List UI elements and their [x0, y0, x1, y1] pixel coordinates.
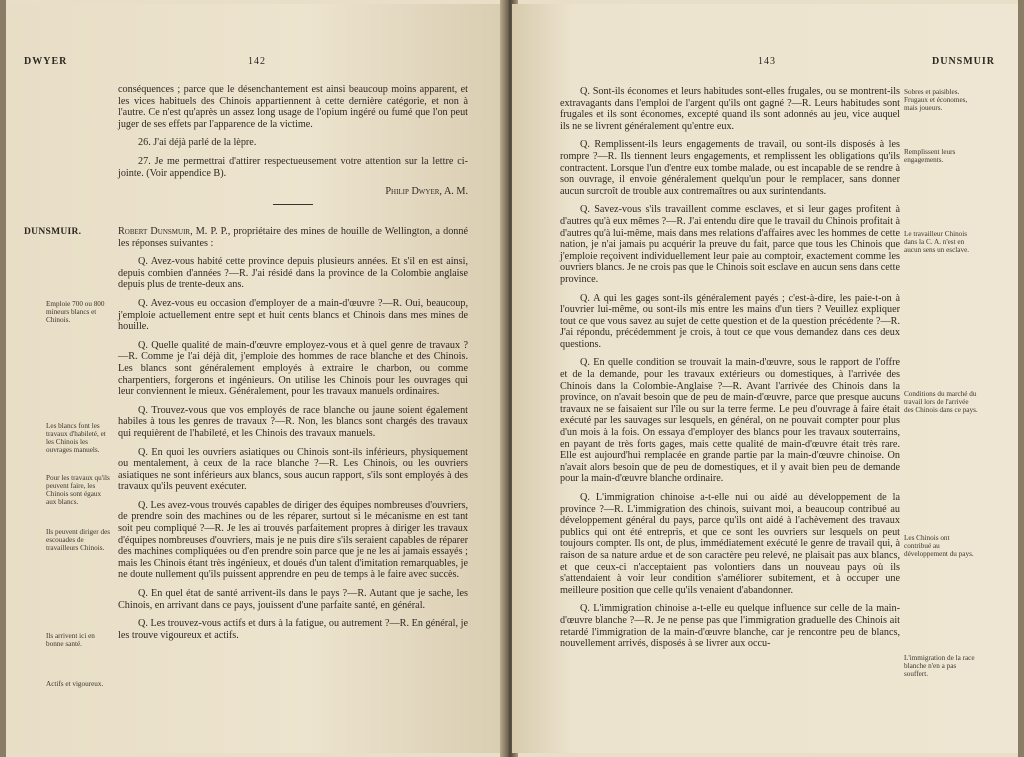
- left-main-block: [118, 226, 468, 648]
- paragraph: Q. Quelle qualité de main-d'œuvre employez-vous et à quel genre de travaux ?—R. Comme je l'ai déjà dit, j'emploie des hommes de race blanche et des Chinois. Les blancs sont généralement employés à extraire le charbon, ou comme charpentiers, forgerons et ingénieurs. On utilise les Chinois pour les ouvrages qui leur conviennent le mieux. Généralement, pour les travaux manuels ordinaires.: [118, 339, 468, 398]
- margin-note: Emploie 700 ou 800 mineurs blancs et Chinois.: [46, 300, 105, 324]
- separator-rule: [273, 204, 313, 205]
- right-main-block: [560, 86, 900, 657]
- margin-note: Ils peuvent diriger des escouades de travailleurs Chinois.: [46, 528, 111, 552]
- paragraph: Q. Remplissent-ils leurs engagements de travail, ou sont-ils disposés à les rompre ?—R. Ils tiennent leurs engagements, et remplissent les obligations qu'ils contractent. Lorsque l'un d'entre eux tombe malade, ou est incapable de se rendre à son ouvrage, il envoie généralement quelqu'un pour le remplacer, sans donner aucun surcroît de trouble aux contremaîtres ou aux surintendants.: [560, 139, 900, 197]
- left-top-block: [118, 84, 468, 215]
- paragraph: Q. Les avez-vous trouvés capables de diriger des équipes nombreuses d'ouvriers, de prendre soin des machines ou de les réparer, surtout si le mécanisme en est tant soit peu compliqué ?—R. Je les ai trouvés parfaitement propres à diriger les travaux d'équipes nombreuses d'ouvriers, mais je ne puis dire s'ils seraient capables de réparer des machines compliquées ou d'en prendre soin parce que je ne les ai jamais essayés ; mais les Chinois étant très ingénieux, et doués d'un talent d'imitation remarquables, je ne doute nullement qu'ils puissent apprendre en peu de temps à le faire avec succès.: [118, 499, 468, 581]
- paragraph: Q. Savez-vous s'ils travaillent comme esclaves, et si leur gages profitent à d'autres qu'à eux mêmes ?—R. J'ai entendu dire que le travail du Chinois profitait à d'autres qu'à lui-même, mais dans mes relations d'affaires avec les hommes de cette nation, je n'ai jamais pu acquérir la preuve du fait, parce que tous les Chinois que j'emploie reçoivent individuellement leur paie au comptoir, exactement comme les ouvriers blancs. Je ne crois pas que le Chinois soit esclave en aucun sens dans cette province.: [560, 204, 900, 285]
- paragraph: Q. L'immigration chinoise a-t-elle nui ou aidé au développement de la province ?—R. L'immigration des chinois, suivant moi, a beaucoup contribué au développement général du pays, parce qu'ils ont aidé à l'achèvement des travaux publics qui ont été entrepris, et que ce sont les ouvriers sur lesquels on peut toujours compter. Ils ont, de plus, immédiatement exécuté le genre de travail qui, à raison de sa nature ardue et de son caractère peu relevé, ne plaisait pas aux blancs, et que ceux-ci n'acceptaient pas volontiers dans un nouveau pays où ils s'attendaient à voir leur condition s'améliorer subitement, et à occuper une meilleure position que celle qu'ils venaient d'abandonner.: [560, 492, 900, 596]
- paragraph: Q. A qui les gages sont-ils généralement payés ; c'est-à-dire, les paie-t-on à l'ouvrier lui-même, ou sont-ils mis entre les mains d'un tiers ? Veuillez expliquer tout ce que vous savez au sujet de cette question et de la question précédente ?—R. J'ai répondu, précédemment je crois, à tout ce que vous demandez dans ces deux questions.: [560, 292, 900, 350]
- intro-name: Robert Dunsmuir: [118, 226, 191, 237]
- margin-note: Le travailleur Chinois dans la C. A. n'est en aucun sens un esclave.: [904, 230, 970, 254]
- margin-note: Conditions du marché du travail lors de l'arrivée des Chinois dans ce pays.: [904, 390, 978, 414]
- margin-note: Les Chinois ont contribué au développement du pays.: [904, 534, 974, 558]
- paragraph: Q. En quoi les ouvriers asiatiques ou Chinois sont-ils inférieurs, physiquement ou mentalement, à ceux de la race blanche ?—R. Les Chinois, ou les ouvriers asiatiques ne sont inférieurs aux blancs, sous aucun rapport, s'ils sont employés à des travaux qu'ils peuvent exécuter.: [118, 446, 468, 493]
- margin-note: Les blancs font les travaux d'habileté, et les Chinois les ouvrages manuels.: [46, 422, 106, 454]
- margin-note: Remplissent leurs engagements.: [904, 148, 956, 164]
- right-running-head: DUNSMUIR: [932, 56, 995, 67]
- paragraph: Q. L'immigration chinoise a-t-elle eu quelque influence sur celle de la main-d'œuvre blanche ?—R. Je ne pense pas que l'immigration graduelle des Chinois ait retardé l'immigration de la main-d'œuvre blanche, car je rencontre peu de blancs, nouvellement arrivés, disposés à se livrer aux occu-: [560, 603, 900, 650]
- paragraph: Q. Avez-vous eu occasion d'employer de a main-d'œuvre ?—R. Oui, beaucoup, j'emploie actuellement entre sept et huit cents blancs et Chinois dans mes mines de houille.: [118, 297, 468, 333]
- paragraph: Q. Avez-vous habité cette province depuis plusieurs années. Et s'il en est ainsi, depuis combien d'années ?—R. J'ai résidé dans la province de la Colombie anglaise depuis plus de trente-deux ans.: [118, 256, 468, 291]
- speaker-label: DUNSMUIR.: [24, 227, 82, 237]
- margin-note: Ils arrivent ici en bonne santé.: [46, 632, 95, 648]
- left-page-number: 142: [248, 56, 266, 67]
- paragraph: Q. Trouvez-vous que vos employés de race blanche ou jaune soient également habiles à tous les genres de travaux ?—R. Non, les blancs sont chargés des travaux qui requièrent de l'habileté, et les Chinois des travaux manuels.: [118, 404, 468, 439]
- margin-note: Sobres et paisibles. Frugaux et économes, mais joueurs.: [904, 88, 968, 112]
- paragraph: Q. Sont-ils économes et leurs habitudes sont-elles frugales, ou se montrent-ils extravagants dans l'emploi de l'argent qu'ils ont gagné ?—R. Leurs habitudes sont frugales et ils sont économes, excepté quand ils sont adonnés au jeu, vice auquel ils ne se livrent généralement qu'entre eux.: [560, 86, 900, 132]
- right-page-number: 143: [758, 56, 776, 67]
- right-page: [512, 4, 1018, 753]
- margin-note: Pour les travaux qu'ils peuvent faire, les Chinois sont égaux aux blancs.: [46, 474, 110, 506]
- paragraph: 26. J'ai déjà parlé de la lèpre.: [138, 137, 257, 149]
- left-running-head: DWYER: [24, 56, 68, 67]
- paragraph: Q. En quel état de santé arrivent-ils dans le pays ?—R. Autant que je sache, les Chinois, en arrivant dans ce pays, jouissent d'une parfaite santé, en général.: [118, 588, 468, 611]
- paragraph: conséquences ; parce que le désenchantement est ainsi beaucoup moins apparent, et les vices habituels des Chinois appartiennent à cette dernière catégorie, et non à l'autre. Ce n'est qu'après un assez long usage de l'opium ingéré ou fumé que l'on peut juger de ses effets par l'apparence de la victime.: [118, 84, 468, 130]
- signature: Philip Dwyer, A. M.: [385, 186, 468, 198]
- intro-paragraph: [118, 226, 468, 249]
- paragraph: Q. Les trouvez-vous actifs et durs à la fatigue, ou autrement ?—R. En général, je les trouve vigoureux et actifs.: [118, 618, 468, 641]
- paragraph: Q. En quelle condition se trouvait la main-d'œuvre, sous le rapport de l'offre et de la demande, pour les travaux extérieurs ou domestiques, à l'arrivée des Chinois dans la Colombie-Anglaise ?—R. Avant l'arrivée des Chinois dans la province, on n'avait besoin que de peu de main-d'œuvre, parce que presque aucuns travaux ne se faisaient sur l'île ou sur la terre ferme. Le peu d'ouvrage à faire était exécuté par les sauvages sur lesquels, en général, on ne pouvait compter pour plus d'un mois à la fois. On essaya d'employer des blancs pour les travaux souterrains, en payant de très forts gages, mais cette qualité de main-d'œuvre était très rare. Elle est aujourd'hui remplacée en grande partie par la main-d'œuvre chinoise. On n'avait alors besoin que de peu de domestiques, et il y avait bien peu de demande pour la main-d'œuvre blanche ordinaire.: [560, 357, 900, 485]
- intro-rest: , M. P. P., propriétaire des mines de houille de Wellington, a donné les réponses suivantes :: [118, 226, 468, 249]
- book-edge-right: [1018, 0, 1024, 757]
- left-page: [6, 4, 506, 753]
- paragraph: 27. Je me permettrai d'attirer respectueusement votre attention sur la lettre ci-jointe. (Voir appendice B).: [118, 155, 468, 179]
- margin-note: Actifs et vigoureux.: [46, 680, 104, 688]
- margin-note: L'immigration de la race blanche n'en a pas souffert.: [904, 654, 975, 678]
